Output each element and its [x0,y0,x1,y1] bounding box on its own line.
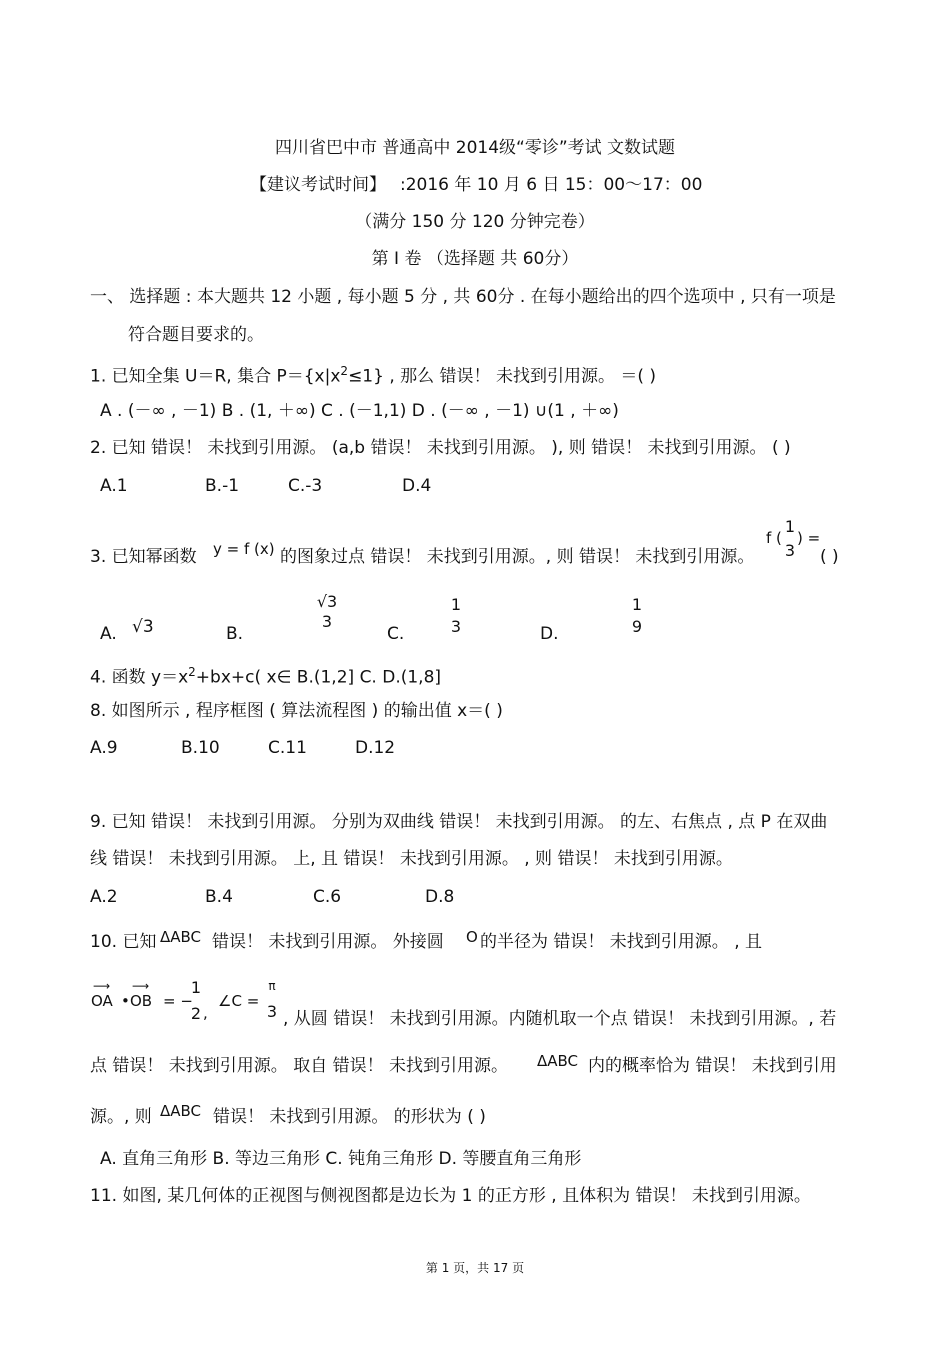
page-footer: 第 1 页，共 17 页 [425,1261,525,1275]
question-10-line4-b: 错误！ 未找到引用源。 的形状为 ( ) [213,1107,486,1127]
q3-f-close: ) = [797,529,821,547]
q8-option-c: C.11 [268,738,307,758]
q3-option-a-label: A. [100,624,117,644]
q9-option-b: B.4 [205,887,233,907]
q3-answer-paren: ( ) [820,547,839,567]
q3-option-d-fraction [630,597,644,635]
q3-option-c-num: 1 [450,595,462,614]
question-8: 8. 如图所示 , 程序框图 ( 算法流程图 ) 的输出值 x＝( ) [90,701,503,721]
vector-arrow-icon: ⟶ [93,979,111,993]
q3-option-c-fraction [449,597,463,635]
section-instruction-cont: 符合题目要求的。 [128,325,264,345]
q3-option-c-label: C. [387,624,405,644]
q10-line4-triangle: ΔABC [160,1102,202,1120]
question-10-end: 的半径为 错误！ 未找到引用源。 , 且 [480,932,763,952]
question-10-prefix: 10. 已知 [90,932,157,952]
q3-option-b-num: √3 [316,592,338,611]
q3-option-a-value: √3 [132,617,154,637]
q3-f-den: 3 [784,541,796,560]
question-1 [90,365,656,386]
q1-options: A . (－∞ , －1) B . (1, ＋∞) C . (－1,1) D . (－∞ , －1) ∪(1 , ＋∞) [100,401,619,421]
q10-half-den: 2 [190,1004,202,1023]
q4-stem-b: +bx+c( x∈ B.(1,2] C. D.(1,8] [195,667,442,688]
q10-circle-o: O [466,928,478,946]
q9-option-a: A.2 [90,887,118,907]
time-value: :2016 年 10 月 6 日 15：00～17：00 [400,175,703,195]
q3-f-label: f ( [766,529,782,547]
question-2: 2. 已知 错误！ 未找到引用源。 (a,b 错误！ 未找到引用源。 ), 则 错误！ 未找到引用源。 ( ) [90,438,791,458]
q8-option-a: A.9 [90,738,118,758]
q2-option-b: B.-1 [205,476,240,496]
q8-option-b: B.10 [181,738,220,758]
q10-options: A. 直角三角形 B. 等边三角形 C. 钝角三角形 D. 等腰直角三角形 [100,1149,582,1169]
q2-option-c: C.-3 [288,476,323,496]
exam-title: 四川省巴中市 普通高中 2014级“零诊”考试 文数试题 [274,138,676,158]
q10-angle: ∠C = [218,992,260,1010]
q10-dot: • [121,992,130,1010]
question-10-line2: , 从圆 错误！ 未找到引用源。内随机取一个点 错误！ 未找到引用源。, 若 [283,1009,837,1029]
q2-option-a: A.1 [100,476,128,496]
question-10-line3-a: 点 错误！ 未找到引用源。 取自 错误！ 未找到引用源。 [90,1056,509,1076]
question-10-line4-a: 源。, 则 [90,1107,152,1127]
q10-equals: = − [163,992,193,1010]
question-10-line3-b: 内的概率恰为 错误！ 未找到引用 [588,1056,837,1076]
q10-comma: , [203,1004,208,1022]
question-9-cont: 线 错误！ 未找到引用源。 上, 且 错误！ 未找到引用源。 , 则 错误！ 未找到引用源。 [90,849,733,869]
volume-heading: 第 I 卷 （选择题 共 60分） [371,249,579,269]
q1-stem-a: 1. 已知全集 U＝R, 集合 P＝{x|x [90,366,341,387]
q10-vector-oa: ⟶ OA [91,979,113,1010]
q3-option-b-fraction [312,594,342,630]
q9-option-c: C.6 [313,887,342,907]
q10-three: 3 [266,1002,278,1021]
q9-option-d: D.8 [425,887,455,907]
q3-option-d-label: D. [540,624,559,644]
question-3-prefix: 3. 已知幂函数 [90,547,197,567]
q10-triangle: ΔABC [160,928,202,946]
q10-half-num: 1 [190,978,202,997]
q2-option-d: D.4 [402,476,432,496]
q10-half-fraction [190,980,202,1022]
q3-function: y = f (x) [213,540,275,558]
section-instruction: 一、 选择题 : 本大题共 12 小题 , 每小题 5 分 , 共 60分 . 在每小题给出的四个选项中 , 只有一项是 [90,287,836,307]
q10-pi: π [268,979,276,993]
q10-vector-ob: ⟶ OB [130,979,153,1010]
q10-line3-triangle: ΔABC [537,1052,579,1070]
q4-stem-a: 4. 函数 y＝x [90,667,189,688]
q3-f-num: 1 [784,517,796,536]
question-10-mid: 错误！ 未找到引用源。 外接圆 [212,932,444,952]
q3-option-b-label: B. [226,624,244,644]
q1-exponent: 2 [340,364,349,378]
q3-option-c-den: 3 [450,617,462,636]
q3-f-fraction [783,519,797,559]
question-3-stem: 的图象过点 错误！ 未找到引用源。, 则 错误！ 未找到引用源。 [280,547,755,567]
q1-stem-b: ≤1} , 那么 错误！ 未找到引用源。 ＝( ) [348,366,657,387]
score-note: （满分 150 分 120 分钟完卷） [355,212,595,232]
q8-option-d: D.12 [355,738,396,758]
time-label: 【建议考试时间】 [250,175,386,195]
q3-option-d-num: 1 [631,595,643,614]
vector-arrow-icon: ⟶ [132,979,150,993]
q3-option-b-den: 3 [321,612,333,631]
q4-exponent: 2 [188,665,196,679]
q10-pi-fraction [265,980,279,1020]
question-9: 9. 已知 错误！ 未找到引用源。 分别为双曲线 错误！ 未找到引用源。 的左、右焦点 , 点 P 在双曲 [90,812,828,832]
question-4 [90,666,441,687]
question-11: 11. 如图, 某几何体的正视图与侧视图都是边长为 1 的正方形 , 且体积为 错误！ 未找到引用源。 [90,1186,811,1206]
q3-option-d-den: 9 [631,617,643,636]
